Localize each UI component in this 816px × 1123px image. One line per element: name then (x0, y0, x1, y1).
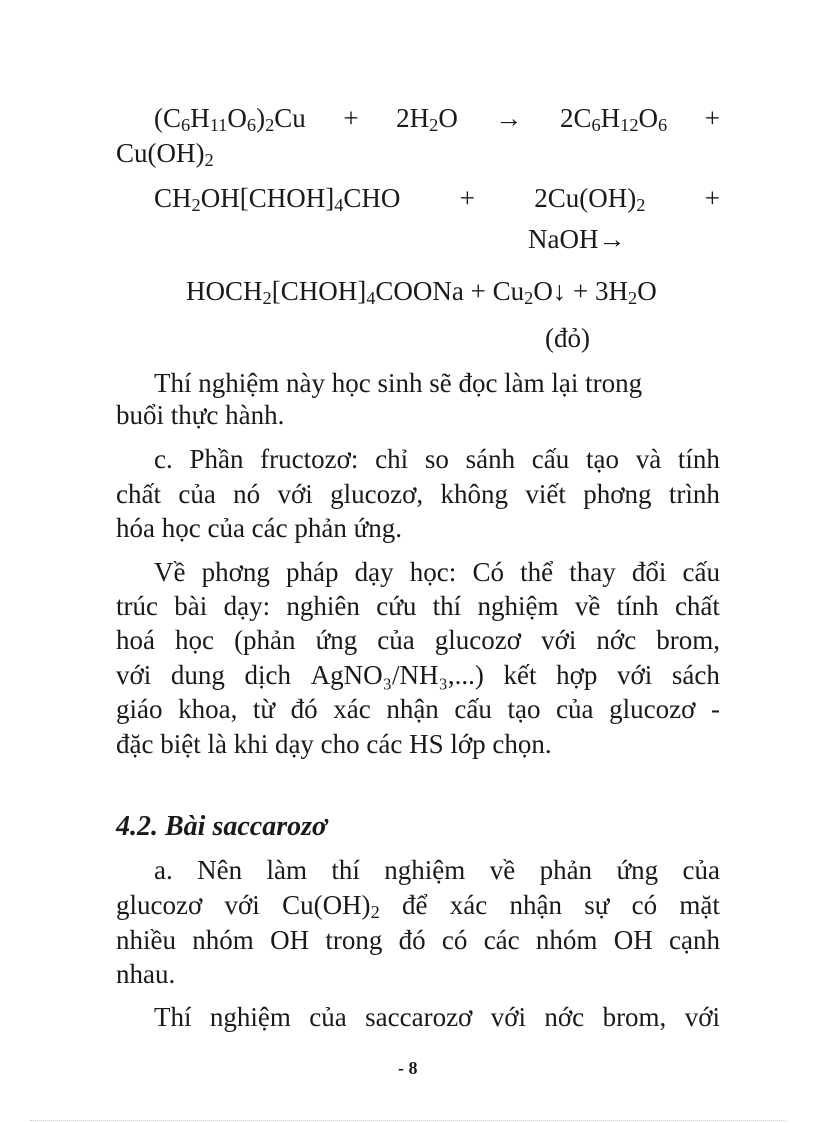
copper-hydroxide-term: $2Cu(OH)_2$ (534, 183, 646, 216)
plus-sign: + (459, 183, 475, 213)
equation-1-reactants: $(C_6H_{11}O_6)_2Cu$ (154, 103, 306, 136)
paragraph-2-line-2: chất của nó với glucozơ, không viết phơng trình (116, 479, 720, 509)
paragraph-1-line-2: buổi thực hành. (116, 400, 285, 430)
paragraph-4-line-2: glucozơ với $Cu(OH)_2$ để xác nhận sự có mặt (116, 890, 720, 923)
section-heading: 4.2. Bài saccarozơ (116, 811, 328, 842)
equation-2-note: (đỏ) (545, 323, 590, 353)
plus-sign: + (704, 183, 720, 213)
page-bottom-rule (30, 1120, 786, 1121)
paragraph-5-line-1: Thí nghiệm của saccarozơ với nớc brom, với (154, 1002, 720, 1032)
paragraph-1-line-1: Thí nghiệm này học sinh sẽ đọc làm lại trong (154, 368, 643, 398)
paragraph-2-line-3: hóa học của các phản ứng. (116, 513, 403, 543)
equation-2-line-3: $HOCH_2[CHOH]_4COONa$ + $Cu_2O↓ + 3H_2O$ (186, 276, 657, 309)
paragraph-3-line-1: Về phơng pháp dạy học: Có thể thay đổi cấu (154, 557, 720, 587)
paragraph-4-line-1: a. Nên làm thí nghiệm về phản ứng của (154, 855, 720, 885)
equation-1-line-1 (154, 101, 720, 135)
paragraph-3-line-4: với dung dịch AgNO₃/NH₃,...) kết hợp với sách (116, 660, 720, 690)
paragraph-2-line-1: c. Phần fructozơ: chỉ so sánh cấu tạo và tính (154, 444, 720, 474)
plus-sign: + (704, 103, 720, 133)
paragraph-3-line-5: giáo khoa, từ đó xác nhận cấu tạo của glucozơ - (116, 694, 720, 724)
glucose-formula: $CH_2OH[CHOH]_4CHO$ (154, 183, 401, 216)
glucose-term: $2C_6H_{12}O_6$ (559, 103, 668, 136)
paragraph-3-line-3: hoá học (phản ứng của glucozơ với nớc brom, (116, 625, 720, 655)
equation-1-line-2: $Cu(OH)_2$ (116, 138, 214, 171)
page-number: - 8 (398, 1058, 418, 1078)
paragraph-4-line-3: nhiều nhóm OH trong đó có các nhóm OH cạnh (116, 925, 720, 955)
paragraph-3-line-2: trúc bài dạy: nghiên cứu thí nghiệm về tính chất (116, 591, 720, 621)
water-term: $2H_2O$ (396, 103, 458, 136)
paragraph-3-line-6: đặc biệt là khi dạy cho các HS lớp chọn. (116, 729, 552, 759)
paragraph-4-line-4: nhau. (116, 959, 176, 989)
equation-2-line-2: NaOH→ (528, 224, 626, 254)
reaction-arrow: → (495, 103, 523, 133)
equation-2-line-1 (154, 181, 720, 215)
plus-sign: + (343, 103, 359, 133)
